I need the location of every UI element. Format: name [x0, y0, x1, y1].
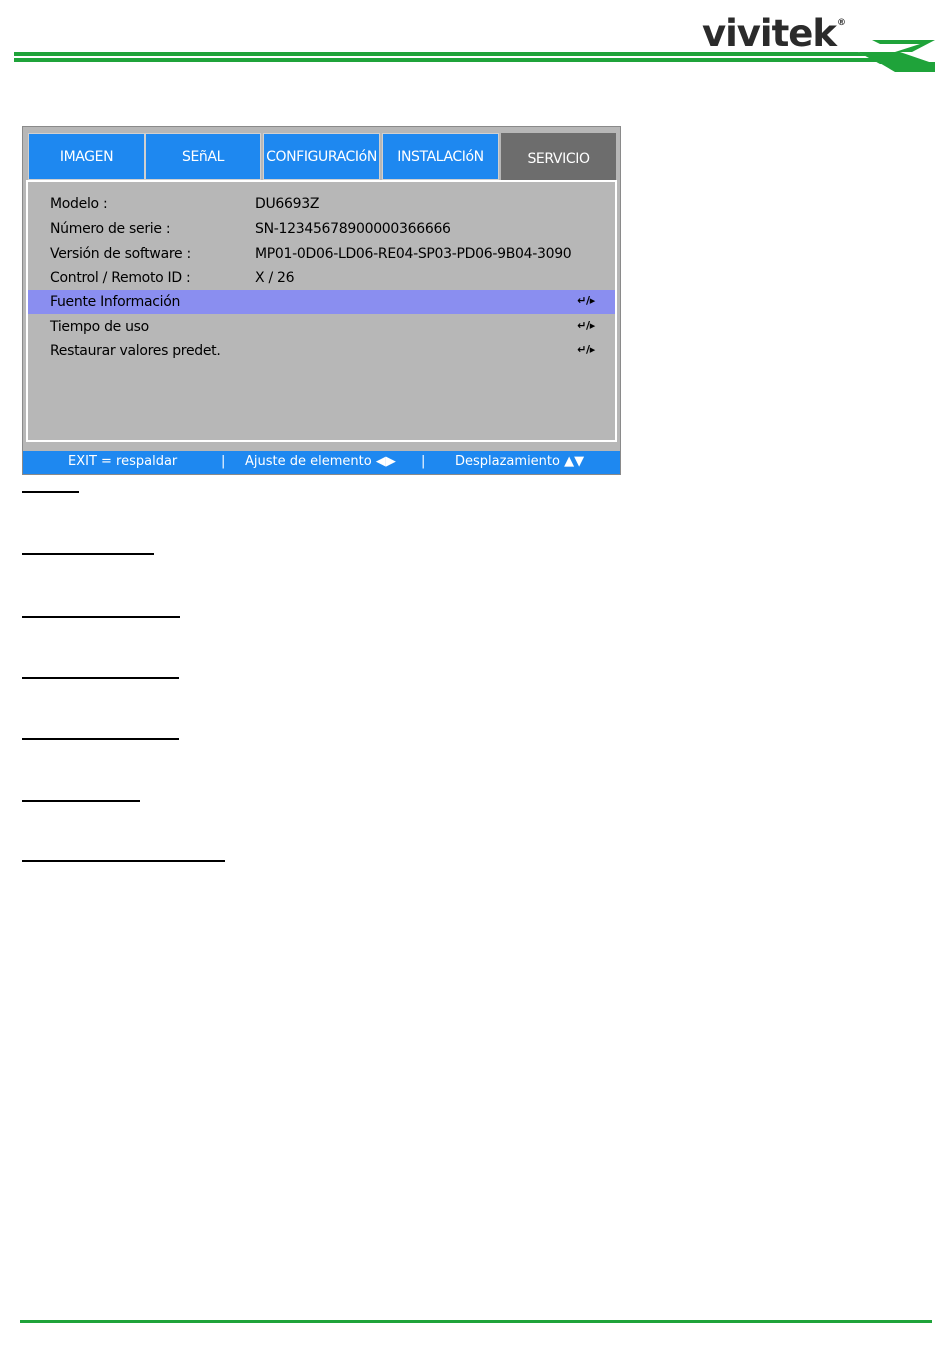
underline-placeholder [22, 677, 179, 679]
tab-configuracion[interactable]: CONFIGURACIóN [263, 133, 380, 180]
status-separator: | [421, 454, 426, 469]
row-label: Restaurar valores predet. [50, 343, 221, 359]
underline-placeholder [22, 491, 79, 493]
status-exit: EXIT = respaldar [68, 454, 178, 469]
row-value: X / 26 [255, 270, 295, 286]
tab-senal[interactable]: SEñAL [145, 133, 261, 180]
row-tiempo-uso[interactable] [28, 315, 615, 339]
vivitek-logo: vivitek ® [702, 12, 845, 55]
row-modelo [28, 192, 615, 216]
row-control-remoto [28, 266, 615, 290]
row-version-software [28, 242, 615, 266]
row-label: Tiempo de uso [50, 319, 149, 335]
row-label: Control / Remoto ID : [50, 270, 191, 286]
status-scroll: Desplazamiento ▲▼ [455, 454, 585, 469]
osd-menu [22, 126, 621, 475]
status-adjust: Ajuste de elemento ◀▶ [245, 454, 396, 469]
enter-arrow-icon: ↵/▸ [577, 294, 595, 307]
row-value: MP01-0D06-LD06-RE04-SP03-PD06-9B04-3090 [255, 246, 572, 262]
enter-arrow-icon: ↵/▸ [577, 319, 595, 332]
tab-servicio[interactable]: SERVICIO [501, 133, 616, 184]
row-numero-serie [28, 217, 615, 241]
service-panel [26, 180, 617, 442]
footer-divider [20, 1320, 932, 1323]
row-value: SN-12345678900000366666 [255, 221, 451, 237]
tab-imagen[interactable]: IMAGEN [28, 133, 145, 180]
status-separator: | [221, 454, 226, 469]
row-value: DU6693Z [255, 196, 320, 212]
row-label: Número de serie : [50, 221, 171, 237]
underline-placeholder [22, 860, 225, 862]
row-label: Versión de software : [50, 246, 191, 262]
row-restaurar-valores[interactable] [28, 339, 615, 363]
underline-placeholder [22, 738, 179, 740]
underline-placeholder [22, 800, 140, 802]
underline-placeholder [22, 553, 154, 555]
status-bar [23, 451, 620, 474]
row-fuente-informacion[interactable] [28, 290, 615, 314]
row-label: Fuente Información [50, 294, 181, 310]
enter-arrow-icon: ↵/▸ [577, 343, 595, 356]
underline-placeholder [22, 616, 180, 618]
row-label: Modelo : [50, 196, 108, 212]
tab-instalacion[interactable]: INSTALACIóN [382, 133, 499, 180]
